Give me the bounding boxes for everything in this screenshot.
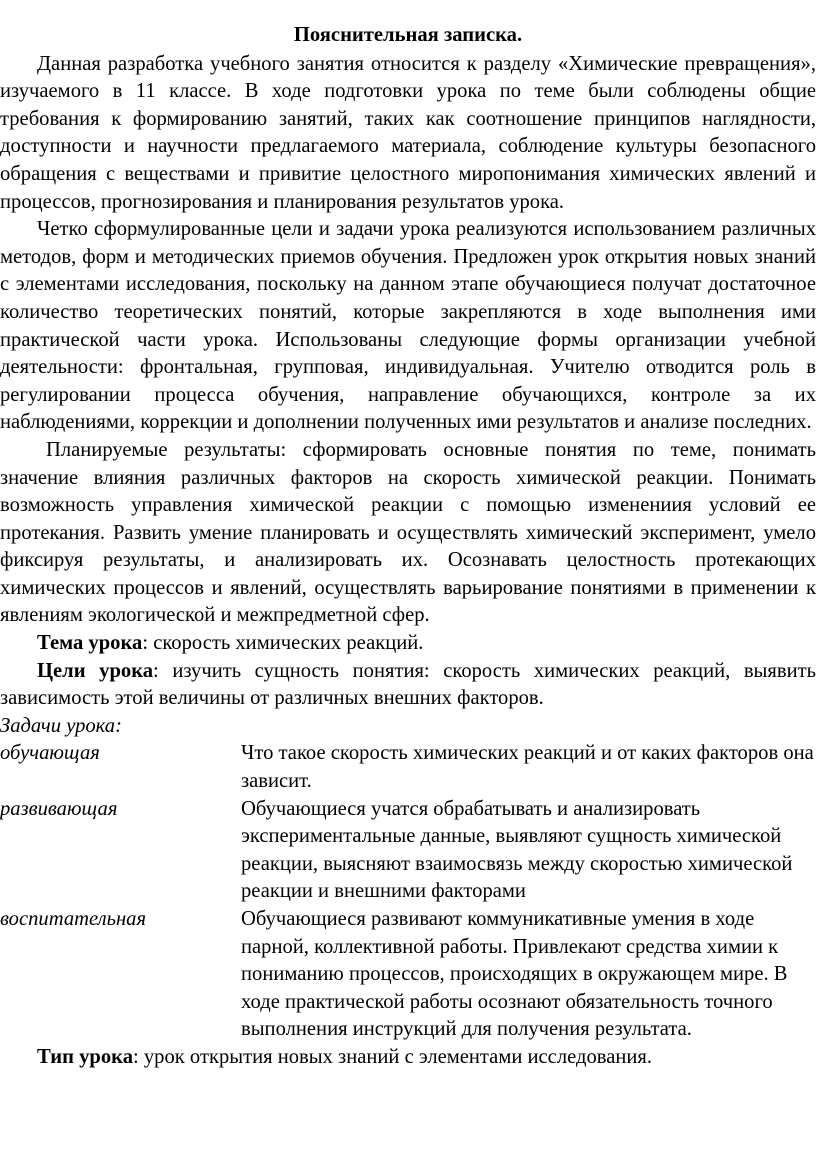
document-page (0, 22, 816, 1072)
task-name: развивающая (0, 797, 118, 820)
task-row-upbringing (0, 906, 816, 1044)
task-row-educational (0, 740, 816, 795)
lesson-goals-text: : изучить сущность понятия: скорость химических реакций, выявить зависимость этой величины от различных внешних факторов. (0, 659, 816, 710)
lesson-topic-label: Тема урока (37, 632, 143, 655)
task-text: Что такое скорость химических реакций и от каких факторов она зависит. (241, 742, 814, 793)
lesson-topic-text: : скорость химических реакций. (142, 632, 424, 655)
paragraph-intro: Данная разработка учебного занятия относится к разделу «Химические превращения», изучаемого в 11 классе. В ходе подготовки урока по теме были соблюдены общие требования к формированию занятий, таких как соотношение принципов наглядности, доступности и научности предлагаемого материала, соблюдение культуры безопасного обращения с веществами и привитие целостного миропонимания химических явлений и процессов, прогнозирования и планирования результатов урока. (0, 52, 816, 213)
paragraph-planned-results: Планируемые результаты: сформировать основные понятия по теме, понимать значение влияния различных факторов на скорость химической реакции. Понимать возможность управления химической реакции с помощью изменениия условий ее протекания. Развить умение планировать и осуществлять химический эксперимент, умело фиксируя результаты, и анализировать их. Осознавать целостность протекающих химических процессов и явлений, осуществлять варьирование понятиями в применении к явлениям экологической и межпредметной сфер. (0, 438, 816, 627)
paragraph-methods: Четко сформулированные цели и задачи урока реализуются использованием различных методов, форм и методических приемов обучения. Предложен урок открытия новых знаний с элементами исследования, поскольку на данном этапе обучающиеся получат достаточное количество теоретических понятий, которые закрепляются в ходе выполнения ими практической части урока. Использованы следующие формы организации учебной деятельности: фронтальная, групповая, индивидуальная. Учителю отводится роль в регулировании процесса обучения, направление обучающихся, контроле за их наблюдениями, коррекции и дополнении полученных ими результатов и анализе последних. (0, 218, 816, 434)
lesson-goals-label: Цели урока (37, 659, 154, 682)
lesson-type (0, 1044, 816, 1072)
task-row-developing (0, 796, 816, 906)
task-name: обучающая (0, 742, 100, 765)
lesson-topic (0, 630, 816, 658)
tasks-heading: Задачи урока: (0, 714, 122, 737)
document-title: Пояснительная записка. (293, 24, 523, 46)
lesson-goals (0, 658, 816, 713)
lesson-type-text: : урок открытия новых знаний с элементами исследования. (133, 1045, 653, 1068)
lesson-type-label: Тип урока (37, 1045, 134, 1068)
task-name: воспитательная (0, 908, 147, 930)
task-text: Обучающиеся развивают коммуникативные умения в ходе парной, коллективной работы. Привлекают средства химии к пониманию процессов, происходящих в окружающем мире. В ходе практической работы осознают обязательность точного выполнения инструкций для получения результата. (241, 908, 788, 1041)
task-text: Обучающиеся учатся обрабатывать и анализировать экспериментальные данные, выявляют сущность химической реакции, выясняют взаимосвязь между скоростью химической реакции и внешними факторами (241, 797, 793, 903)
